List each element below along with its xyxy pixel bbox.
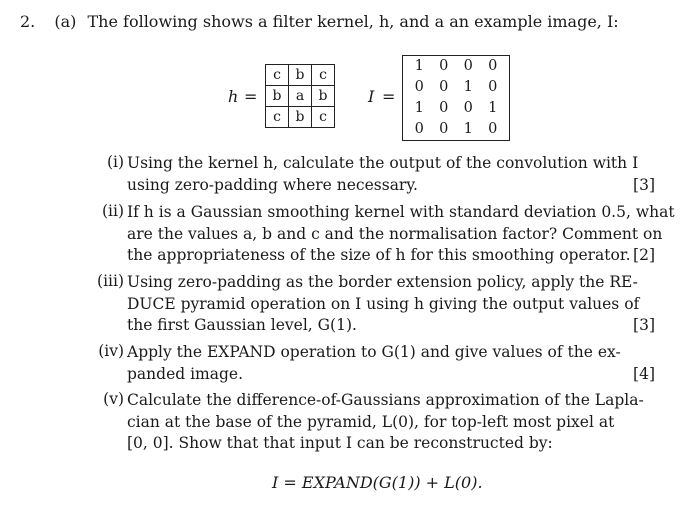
image-cell: 0 (463, 58, 473, 74)
marks-badge: [3] (633, 316, 655, 334)
item-line: If h is a Gaussian smoothing kernel with standard deviation 0.5, what (127, 203, 675, 221)
marks-badge: [4] (633, 364, 655, 383)
item-line: [0, 0]. Show that that input I can be reconstructed by: (127, 434, 553, 452)
kernel-cell: b (266, 86, 289, 107)
item-number: (iii) (97, 272, 124, 290)
kernel-label: h (228, 87, 239, 106)
image-cell: 0 (488, 79, 498, 95)
item-body (127, 390, 655, 455)
image-cell: 1 (414, 58, 424, 74)
image-equals: = (382, 87, 396, 106)
item-number: (ii) (101, 202, 124, 220)
item-number: (i) (106, 153, 124, 171)
item-line (127, 245, 655, 267)
image-cell: 0 (439, 100, 449, 116)
image-cell: 0 (439, 121, 449, 137)
kernel-cell: a (289, 86, 312, 107)
item-body (127, 342, 655, 385)
kernel-cell: b (312, 86, 335, 107)
item-line-text: the appropriateness of the size of h for this smoothing operator. (127, 246, 631, 264)
item-line: Apply the EXPAND operation to G(1) and give values of the ex- (127, 343, 621, 361)
image-cell: 0 (463, 100, 473, 116)
image-matrix (402, 55, 510, 141)
image-cell: 0 (414, 121, 424, 137)
kernel-equals: = (244, 87, 258, 106)
marks-badge: [3] (633, 175, 655, 194)
image-cell: 1 (488, 100, 498, 116)
item-line (127, 175, 655, 197)
item-number: (iv) (98, 342, 124, 360)
item-line-text: using zero-padding where necessary. (127, 175, 418, 194)
item-line: Using the kernel h, calculate the output of the convolution with I (127, 154, 639, 172)
question-part: (a) (54, 12, 77, 31)
kernel-cell: b (289, 107, 312, 128)
question-intro: The following shows a filter kernel, h, and a an example image, I: (87, 12, 619, 31)
kernel-cell: c (312, 65, 335, 86)
image-cell: 1 (414, 100, 424, 116)
image-cell: 0 (439, 58, 449, 74)
equation-text: I = EXPAND(G(1)) + L(0). (272, 473, 483, 492)
kernel-cell: c (266, 65, 289, 86)
image-cell: 0 (439, 79, 449, 95)
reconstruction-equation (272, 473, 483, 492)
kernel-cell: b (289, 65, 312, 86)
image-cell: 1 (463, 121, 473, 137)
item-line: DUCE pyramid operation on I using h giving the output values of (127, 294, 640, 313)
image-cell: 0 (414, 79, 424, 95)
item-line: Using zero-padding as the border extension policy, apply the RE- (127, 273, 638, 291)
question-heading (20, 12, 619, 31)
item-number: (v) (103, 390, 124, 408)
image-row (403, 119, 509, 140)
image-row (403, 77, 509, 98)
item-body (127, 153, 655, 196)
item-line-text: panded image. (127, 364, 244, 383)
kernel-cell: c (266, 107, 289, 128)
item-line: are the values a, b and c and the normalisation factor? Comment on (127, 224, 663, 243)
question-number: 2. (20, 12, 36, 31)
item-line: cian at the base of the pyramid, L(0), for top-left most pixel at (127, 412, 615, 431)
item-body (127, 202, 675, 267)
image-label: I (368, 87, 375, 106)
image-cell: 0 (488, 121, 498, 137)
item-body (127, 272, 655, 337)
image-cell: 1 (463, 79, 473, 95)
item-line (127, 364, 655, 386)
kernel-matrix (265, 64, 335, 128)
marks-badge: [2] (633, 246, 655, 264)
image-row (403, 98, 509, 119)
kernel-cell: c (312, 107, 335, 128)
image-row (403, 56, 509, 77)
item-line (127, 315, 655, 337)
item-line-text: the first Gaussian level, G(1). (127, 316, 357, 334)
image-cell: 0 (488, 58, 498, 74)
item-line: Calculate the difference-of-Gaussians approximation of the Lapla- (127, 391, 644, 409)
